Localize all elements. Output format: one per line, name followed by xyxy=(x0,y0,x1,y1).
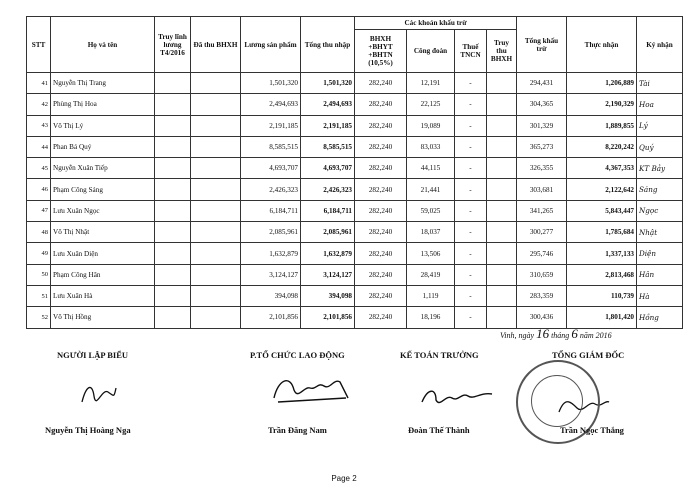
row-stt: 41 xyxy=(27,73,51,94)
header-luong-san-pham: Lương sản phẩm xyxy=(241,17,301,73)
signature-accountant xyxy=(418,382,496,412)
row-truy-linh xyxy=(155,285,191,306)
row-stt: 52 xyxy=(27,307,51,328)
row-da-thu xyxy=(191,158,241,179)
row-name: Phùng Thị Hoa xyxy=(51,94,155,115)
row-truy-thu xyxy=(487,115,517,136)
row-tong: 2,101,856 xyxy=(301,307,355,328)
row-truy-linh xyxy=(155,264,191,285)
row-ky-nhan: Quý xyxy=(637,136,683,157)
row-stt: 44 xyxy=(27,136,51,157)
row-da-thu xyxy=(191,200,241,221)
row-luong: 1,632,879 xyxy=(241,243,301,264)
row-thuc-nhan: 2,813,468 xyxy=(567,264,637,285)
table-row xyxy=(27,222,683,243)
row-truy-thu xyxy=(487,222,517,243)
row-luong: 4,693,707 xyxy=(241,158,301,179)
row-thuc-nhan: 5,843,447 xyxy=(567,200,637,221)
row-luong: 8,585,515 xyxy=(241,136,301,157)
row-khau-tru: 303,681 xyxy=(517,179,567,200)
row-truy-thu xyxy=(487,94,517,115)
row-tong: 6,184,711 xyxy=(301,200,355,221)
row-thuc-nhan: 1,889,855 xyxy=(567,115,637,136)
row-name: Lưu Xuân Ngọc xyxy=(51,200,155,221)
row-name: Phan Bá Quý xyxy=(51,136,155,157)
table-row xyxy=(27,136,683,157)
name-director: Trần Ngọc Thắng xyxy=(560,425,624,435)
row-khau-tru: 304,365 xyxy=(517,94,567,115)
row-truy-linh xyxy=(155,115,191,136)
date-day: 16 xyxy=(536,326,550,341)
row-stt: 46 xyxy=(27,179,51,200)
row-bhxh: 282,240 xyxy=(355,285,407,306)
row-ky-nhan: Hoa xyxy=(637,94,683,115)
header-tong-thu-nhap: Tổng thu nhập xyxy=(301,17,355,73)
row-truy-thu xyxy=(487,136,517,157)
date-month: 6 xyxy=(571,326,578,341)
row-luong: 2,101,856 xyxy=(241,307,301,328)
header-ky-nhan: Ký nhận xyxy=(637,17,683,73)
row-tong: 2,085,961 xyxy=(301,222,355,243)
table-row xyxy=(27,94,683,115)
row-khau-tru: 300,277 xyxy=(517,222,567,243)
table-row xyxy=(27,73,683,94)
row-thuc-nhan: 4,367,353 xyxy=(567,158,637,179)
table-row xyxy=(27,264,683,285)
row-da-thu xyxy=(191,115,241,136)
row-truy-thu xyxy=(487,179,517,200)
row-thuc-nhan: 8,220,242 xyxy=(567,136,637,157)
row-tong: 394,098 xyxy=(301,285,355,306)
row-ky-nhan: Hân xyxy=(637,264,683,285)
row-name: Phạm Công Hân xyxy=(51,264,155,285)
row-stt: 50 xyxy=(27,264,51,285)
row-tong: 1,632,879 xyxy=(301,243,355,264)
date-year: năm 2016 xyxy=(579,331,612,340)
row-da-thu xyxy=(191,243,241,264)
row-stt: 51 xyxy=(27,285,51,306)
row-bhxh: 282,240 xyxy=(355,179,407,200)
row-da-thu xyxy=(191,285,241,306)
row-thue: - xyxy=(455,200,487,221)
row-truy-linh xyxy=(155,179,191,200)
row-name: Võ Thị Hồng xyxy=(51,307,155,328)
row-cong-doan: 1,119 xyxy=(407,285,455,306)
row-thuc-nhan: 2,190,329 xyxy=(567,94,637,115)
row-thue: - xyxy=(455,243,487,264)
row-khau-tru: 326,355 xyxy=(517,158,567,179)
header-name: Họ và tên xyxy=(51,17,155,73)
row-da-thu xyxy=(191,73,241,94)
row-ky-nhan: Ngọc xyxy=(637,200,683,221)
row-thue: - xyxy=(455,158,487,179)
payroll-rows xyxy=(27,73,683,329)
row-thuc-nhan: 2,122,642 xyxy=(567,179,637,200)
row-truy-linh xyxy=(155,307,191,328)
row-truy-thu xyxy=(487,158,517,179)
row-truy-linh xyxy=(155,243,191,264)
row-bhxh: 282,240 xyxy=(355,222,407,243)
row-name: Võ Thị Lý xyxy=(51,115,155,136)
table-row xyxy=(27,200,683,221)
row-cong-doan: 44,115 xyxy=(407,158,455,179)
role-director: TỔNG GIÁM ĐỐC xyxy=(552,350,625,360)
payroll-table xyxy=(26,16,683,329)
row-truy-thu xyxy=(487,243,517,264)
row-luong: 394,098 xyxy=(241,285,301,306)
row-da-thu xyxy=(191,264,241,285)
row-thue: - xyxy=(455,285,487,306)
table-row xyxy=(27,243,683,264)
row-name: Nguyễn Xuân Tiếp xyxy=(51,158,155,179)
row-tong: 2,426,323 xyxy=(301,179,355,200)
row-luong: 6,184,711 xyxy=(241,200,301,221)
row-ky-nhan: Hà xyxy=(637,285,683,306)
row-luong: 1,501,320 xyxy=(241,73,301,94)
row-cong-doan: 13,506 xyxy=(407,243,455,264)
row-thuc-nhan: 110,739 xyxy=(567,285,637,306)
row-truy-linh xyxy=(155,136,191,157)
row-bhxh: 282,240 xyxy=(355,115,407,136)
row-cong-doan: 22,125 xyxy=(407,94,455,115)
header-thue: Thuế TNCN xyxy=(455,30,487,73)
row-thue: - xyxy=(455,115,487,136)
row-thue: - xyxy=(455,307,487,328)
row-bhxh: 282,240 xyxy=(355,94,407,115)
table-row xyxy=(27,158,683,179)
row-cong-doan: 28,419 xyxy=(407,264,455,285)
row-da-thu xyxy=(191,222,241,243)
row-truy-thu xyxy=(487,264,517,285)
row-truy-linh xyxy=(155,73,191,94)
header-truy-thu: Truy thu BHXH xyxy=(487,30,517,73)
header-cong-doan: Công đoàn xyxy=(407,30,455,73)
row-stt: 47 xyxy=(27,200,51,221)
row-truy-linh xyxy=(155,222,191,243)
row-name: Lưu Xuân Hà xyxy=(51,285,155,306)
row-tong: 1,501,320 xyxy=(301,73,355,94)
row-stt: 45 xyxy=(27,158,51,179)
header-thuc-nhan: Thực nhận xyxy=(567,17,637,73)
role-labor: P.TỔ CHỨC LAO ĐỘNG xyxy=(250,350,345,360)
stamp-inner-ring xyxy=(531,375,583,427)
row-khau-tru: 365,273 xyxy=(517,136,567,157)
row-truy-linh xyxy=(155,200,191,221)
name-preparer: Nguyễn Thị Hoàng Nga xyxy=(45,425,131,435)
row-cong-doan: 19,089 xyxy=(407,115,455,136)
row-stt: 49 xyxy=(27,243,51,264)
row-luong: 2,494,693 xyxy=(241,94,301,115)
row-bhxh: 282,240 xyxy=(355,73,407,94)
row-cong-doan: 59,025 xyxy=(407,200,455,221)
header-bhxh: BHXH +BHYT +BHTN (10,5%) xyxy=(355,30,407,73)
row-ky-nhan: Lý xyxy=(637,115,683,136)
row-bhxh: 282,240 xyxy=(355,264,407,285)
header-da-thu-bhxh: Đã thu BHXH xyxy=(191,17,241,73)
row-bhxh: 282,240 xyxy=(355,136,407,157)
row-thuc-nhan: 1,785,684 xyxy=(567,222,637,243)
date-line xyxy=(500,326,612,342)
row-thue: - xyxy=(455,94,487,115)
table-row xyxy=(27,115,683,136)
table-row xyxy=(27,179,683,200)
row-stt: 42 xyxy=(27,94,51,115)
row-tong: 2,494,693 xyxy=(301,94,355,115)
row-luong: 2,191,185 xyxy=(241,115,301,136)
row-truy-thu xyxy=(487,285,517,306)
row-tong: 3,124,127 xyxy=(301,264,355,285)
header-stt: STT xyxy=(27,17,51,73)
row-bhxh: 282,240 xyxy=(355,307,407,328)
row-thue: - xyxy=(455,264,487,285)
date-month-label: tháng xyxy=(551,331,570,340)
row-bhxh: 282,240 xyxy=(355,243,407,264)
row-thue: - xyxy=(455,136,487,157)
row-ky-nhan: Nhật xyxy=(637,222,683,243)
row-ky-nhan: Tài xyxy=(637,73,683,94)
table-row xyxy=(27,285,683,306)
row-ky-nhan: Hồng xyxy=(637,307,683,328)
date-prefix: Vinh, ngày xyxy=(500,331,535,340)
row-thuc-nhan: 1,337,133 xyxy=(567,243,637,264)
row-khau-tru: 341,265 xyxy=(517,200,567,221)
row-thue: - xyxy=(455,73,487,94)
row-khau-tru: 283,359 xyxy=(517,285,567,306)
signature-preparer xyxy=(78,378,118,408)
row-thuc-nhan: 1,801,420 xyxy=(567,307,637,328)
row-bhxh: 282,240 xyxy=(355,158,407,179)
row-thuc-nhan: 1,206,889 xyxy=(567,73,637,94)
row-stt: 43 xyxy=(27,115,51,136)
row-name: Lưu Xuân Diện xyxy=(51,243,155,264)
page-number: Page 2 xyxy=(331,474,357,483)
row-stt: 48 xyxy=(27,222,51,243)
row-da-thu xyxy=(191,94,241,115)
row-tong: 2,191,185 xyxy=(301,115,355,136)
role-preparer: NGƯỜI LẬP BIỂU xyxy=(57,350,129,360)
row-thue: - xyxy=(455,222,487,243)
name-accountant: Đoàn Thế Thành xyxy=(408,425,470,435)
row-truy-thu xyxy=(487,200,517,221)
row-thue: - xyxy=(455,179,487,200)
row-luong: 2,426,323 xyxy=(241,179,301,200)
row-luong: 2,085,961 xyxy=(241,222,301,243)
row-cong-doan: 21,441 xyxy=(407,179,455,200)
row-name: Nguyễn Thị Trang xyxy=(51,73,155,94)
row-khau-tru: 300,436 xyxy=(517,307,567,328)
table-row xyxy=(27,307,683,328)
row-cong-doan: 12,191 xyxy=(407,73,455,94)
row-cong-doan: 83,033 xyxy=(407,136,455,157)
row-bhxh: 282,240 xyxy=(355,200,407,221)
signature-labor xyxy=(268,368,352,408)
row-luong: 3,124,127 xyxy=(241,264,301,285)
row-cong-doan: 18,196 xyxy=(407,307,455,328)
header-deductions-group: Các khoản khấu trừ xyxy=(355,17,517,30)
row-da-thu xyxy=(191,179,241,200)
row-truy-linh xyxy=(155,158,191,179)
row-khau-tru: 310,659 xyxy=(517,264,567,285)
name-labor: Trần Đăng Nam xyxy=(268,425,327,435)
row-khau-tru: 294,431 xyxy=(517,73,567,94)
row-ky-nhan: Diện xyxy=(637,243,683,264)
header-truy-linh: Truy lĩnh lương T4/2016 xyxy=(155,17,191,73)
row-truy-thu xyxy=(487,307,517,328)
row-cong-doan: 18,037 xyxy=(407,222,455,243)
role-accountant: KẾ TOÁN TRƯỞNG xyxy=(400,350,479,360)
row-ky-nhan: Sáng xyxy=(637,179,683,200)
row-truy-linh xyxy=(155,94,191,115)
row-ky-nhan: KT Bảy xyxy=(637,158,683,179)
row-khau-tru: 295,746 xyxy=(517,243,567,264)
row-name: Phạm Công Sáng xyxy=(51,179,155,200)
header-tong-khau-tru: Tổng khấu trừ xyxy=(517,17,567,73)
row-truy-thu xyxy=(487,73,517,94)
row-name: Võ Thị Nhật xyxy=(51,222,155,243)
row-tong: 8,585,515 xyxy=(301,136,355,157)
row-da-thu xyxy=(191,136,241,157)
row-khau-tru: 301,329 xyxy=(517,115,567,136)
row-tong: 4,693,707 xyxy=(301,158,355,179)
row-da-thu xyxy=(191,307,241,328)
